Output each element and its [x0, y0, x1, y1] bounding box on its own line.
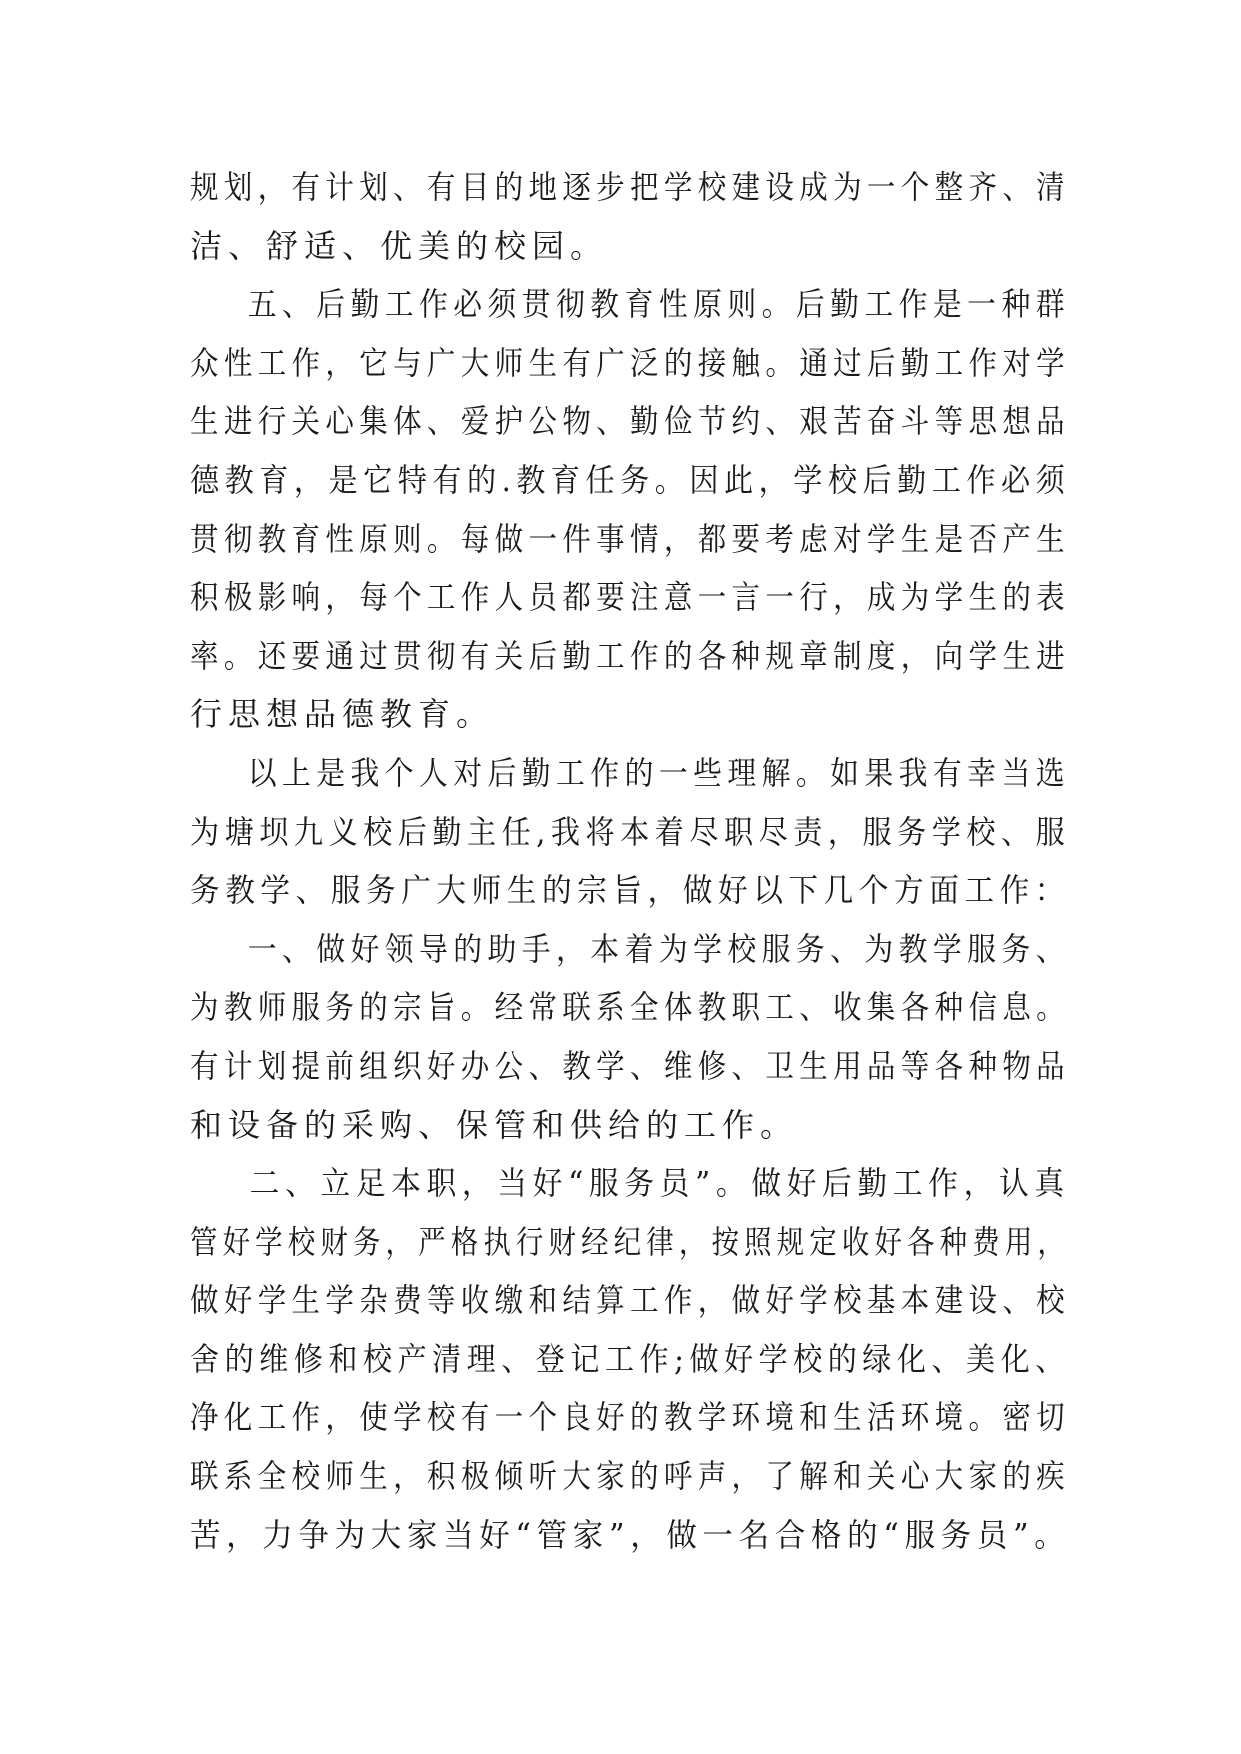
- text-line: 为教师服务的宗旨。经常联系全体教职工、收集各种信息。: [190, 988, 1071, 1027]
- text-line: 众性工作，它与广大师生有广泛的接触。通过后勤工作对学: [190, 343, 1071, 382]
- text-line: 苦，力争为大家当好“管家”，做一名合格的“服务员”。: [190, 1515, 1071, 1554]
- text-line: 行思想品德教育。: [190, 695, 495, 734]
- text-line: 洁、舒适、优美的校园。: [190, 226, 609, 265]
- text-line: 舍的维修和校产清理、登记工作;做好学校的绿化、美化、: [190, 1339, 1070, 1378]
- text-line: 管好学校财务，严格执行财经纪律，按照规定收好各种费用，: [190, 1222, 1071, 1261]
- text-line: 务教学、服务广大师生的宗旨，做好以下几个方面工作：: [190, 871, 1070, 910]
- text-line: 联系全校师生，积极倾听大家的呼声，了解和关心大家的疾: [190, 1457, 1071, 1496]
- text-line: 和设备的采购、保管和供给的工作。: [190, 1105, 799, 1144]
- text-line: 有计划提前组织好办公、教学、维修、卫生用品等各种物品: [190, 1046, 1071, 1085]
- paragraph-first-line: 五、后勤工作必须贯彻教育性原则。后勤工作是一种群: [247, 285, 1070, 324]
- text-line: 德教育，是它特有的.教育任务。因此，学校后勤工作必须: [190, 460, 1071, 499]
- paragraph-first-line: 一、做好领导的助手，本着为学校服务、为教学服务、: [247, 929, 1070, 968]
- text-line: 积极影响，每个工作人员都要注意一言一行，成为学生的表: [190, 578, 1071, 617]
- text-line: 贯彻教育性原则。每做一件事情，都要考虑对学生是否产生: [190, 519, 1071, 558]
- text-line: 为塘坝九义校后勤主任,我将本着尽职尽责，服务学校、服: [190, 812, 1071, 851]
- text-line: 净化工作，使学校有一个良好的教学环境和生活环境。密切: [190, 1398, 1071, 1437]
- paragraph-first-line: 二、立足本职，当好“服务员”。做好后勤工作，认真: [249, 1164, 1070, 1203]
- text-line: 做好学生学杂费等收缴和结算工作，做好学校基本建设、校: [190, 1281, 1071, 1320]
- paragraph-first-line: 以上是我个人对后勤工作的一些理解。如果我有幸当选: [247, 753, 1070, 792]
- text-line: 率。还要通过贯彻有关后勤工作的各种规章制度，向学生进: [190, 636, 1071, 675]
- document-body: [190, 158, 1070, 1564]
- text-line: 生进行关心集体、爱护公物、勤俭节约、艰苦奋斗等思想品: [190, 402, 1071, 441]
- text-line: 规划，有计划、有目的地逐步把学校建设成为一个整齐、清: [190, 168, 1071, 206]
